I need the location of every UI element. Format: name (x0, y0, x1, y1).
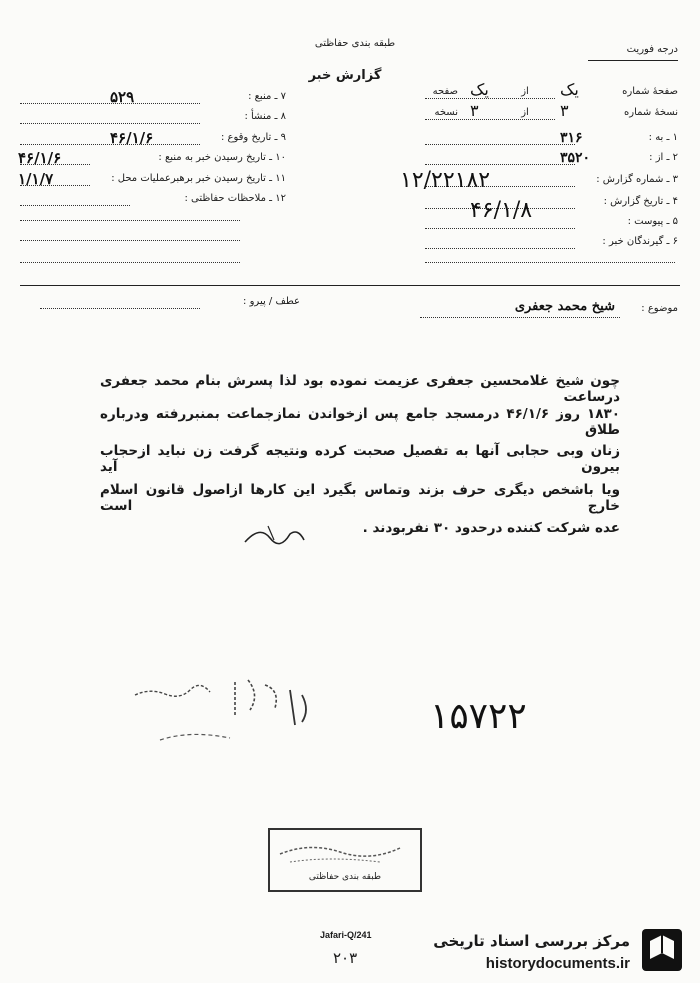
field-label: ۱ ـ به : (648, 132, 678, 143)
field-dots (425, 248, 575, 249)
field-value: ۴۶/۱/۶ (18, 149, 62, 167)
body-line: ۱۸۳۰ روز ۴۶/۱/۶ درمسجد جامع پس ازخواندن نمازجماعت بمنبررفته ودرباره طلاق (100, 406, 620, 438)
field-mid-value: ۳ (470, 101, 479, 120)
signature-scribble (240, 520, 310, 550)
field-label: ۸ ـ منشأ : (244, 111, 286, 122)
field-label: ۳ ـ شماره گزارش : (596, 174, 678, 185)
field-end-label: صفحه (432, 86, 458, 97)
logo-icon (638, 925, 686, 975)
body-line: ویا باشخص دیگری حرف بزند وتماس بگیرد این کارها ازاصول قانون اسلام خارج است (100, 482, 620, 514)
field-label: ۱۲ ـ ملاحظات حفاظتی : (184, 193, 286, 204)
body-line: زنان وبی حجابی آنها به تفصیل صحبت کرده ونتیجه گرفت زن نباید ازحجاب بیرون آید (100, 443, 620, 475)
field-label: ۱۰ ـ تاریخ رسیدن خبر به منبع : (158, 152, 286, 163)
field-label: ۹ ـ تاریخ وقوع : (220, 132, 286, 143)
field-end-label: نسخه (434, 107, 458, 118)
bottom-stamp (268, 828, 422, 892)
field-dots (20, 240, 240, 241)
field-value: ۴۶/۱/۸ (470, 198, 533, 223)
field-label: صفحهٔ شماره (622, 86, 678, 97)
field-dots (20, 262, 240, 263)
header-separator (20, 285, 680, 286)
body-line: چون شیخ غلامحسین جعفری عزیمت نموده بود لذا پسرش بنام محمد جعفری درساعت (100, 373, 620, 405)
body-line: عده شرکت کننده درحدود ۳۰ نفربودند . (362, 520, 620, 536)
reference-label: عطف / پیرو : (243, 296, 300, 307)
field-dots (20, 220, 240, 221)
subject-label: موضوع : (641, 303, 678, 314)
subject-value: شیخ محمد جعفری (514, 299, 615, 314)
field-dots (20, 123, 200, 124)
field-value: ۱/۱/۷ (18, 170, 54, 188)
handwritten-marks (130, 670, 330, 750)
classification-label: طبقه بندی حفاظتی (314, 38, 396, 49)
field-mid-label: از (521, 86, 529, 97)
field-dots (20, 205, 130, 206)
field-value: ۳۱۶ (560, 130, 583, 146)
urgency-underline (588, 60, 678, 61)
field-dots (425, 228, 575, 229)
field-mid-label: از (521, 107, 529, 118)
field-value: یک (560, 80, 579, 99)
field-label: ۷ ـ منبع : (248, 91, 286, 102)
reference-dots (40, 308, 200, 309)
field-dots (425, 164, 575, 165)
handwritten-number: ۱۵۷۲۲ (430, 696, 527, 737)
field-mid-value: یک (470, 80, 489, 99)
subject-dots (420, 317, 620, 318)
field-label: ۴ ـ تاریخ گزارش : (603, 196, 678, 207)
urgency-label: درجه فوریت (626, 44, 678, 55)
report-title: گزارش خبر (308, 68, 382, 83)
stamp-scribble (270, 834, 420, 868)
field-dots (425, 144, 575, 145)
page-number: ۲۰۳ (333, 949, 358, 967)
field-value: ۱۲/۲۲۱۸۲ (400, 168, 491, 193)
field-dots (425, 262, 675, 263)
field-value: ۵۲۹ (110, 88, 135, 106)
field-dots (425, 119, 555, 120)
field-label: ۱۱ ـ تاریخ رسیدن خبر برهبرعملیات محل : (111, 173, 286, 184)
watermark-name: مرکز بررسی اسناد تاریخی (433, 932, 630, 950)
archive-code: Jafari-Q/241 (320, 930, 372, 940)
field-label: ۲ ـ از : (649, 152, 678, 163)
field-label: ۶ ـ گیرندگان خبر : (602, 236, 678, 247)
field-value: ۳ (560, 101, 569, 120)
field-value: ۴۶/۱/۶ (110, 129, 154, 147)
watermark-url: historydocuments.ir (485, 955, 630, 972)
field-value: ۳۵۲۰ (560, 150, 591, 166)
field-label: نسخهٔ شماره (624, 107, 678, 118)
field-label: ۵ ـ پیوست : (627, 216, 678, 227)
field-dots (425, 98, 555, 99)
stamp-label: طبقه بندی حفاظتی (308, 872, 382, 882)
